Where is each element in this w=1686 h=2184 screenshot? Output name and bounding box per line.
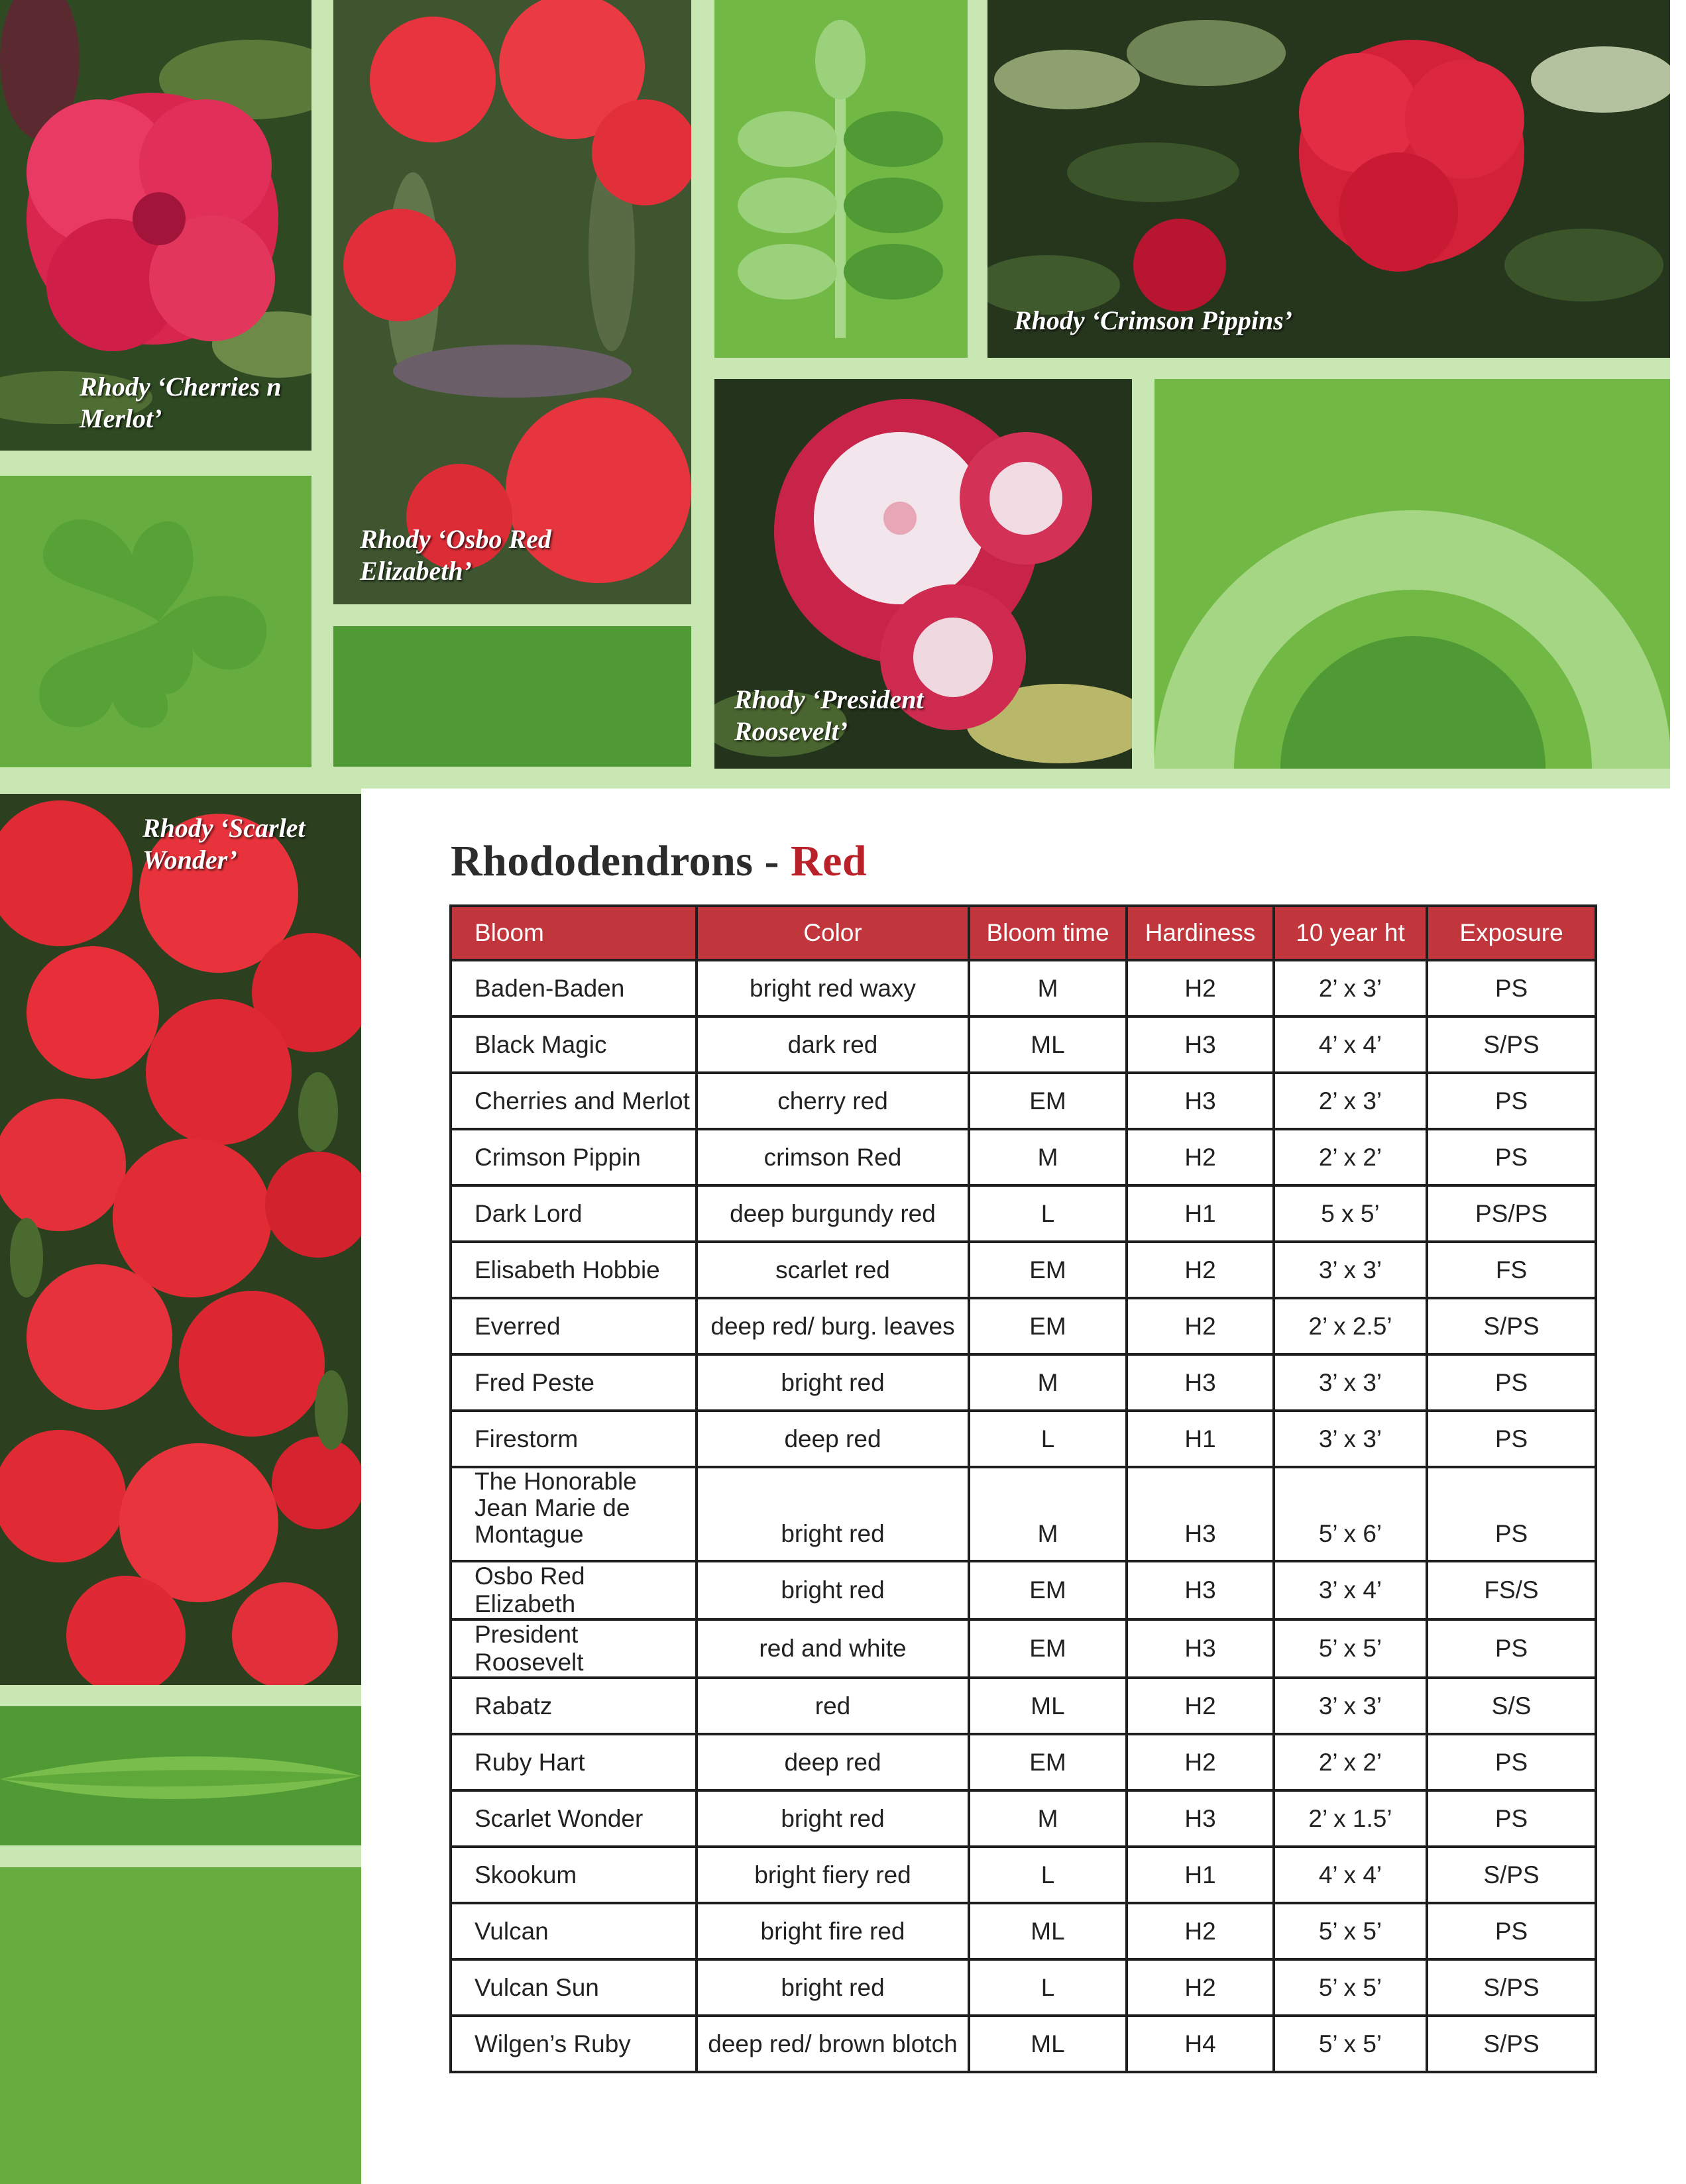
cell-exposure: PS/PS [1427, 1185, 1596, 1242]
cell-bloom: Fred Peste [451, 1354, 697, 1411]
cell-bloom-time: EM [969, 1073, 1127, 1129]
cell-color: bright red [697, 1561, 969, 1619]
cell-color: deep burgundy red [697, 1185, 969, 1242]
cell-bloom-time: ML [969, 1678, 1127, 1734]
header-color: Color [697, 906, 969, 960]
cell-hardiness: H3 [1127, 1790, 1274, 1847]
cell-exposure: PS [1427, 1903, 1596, 1959]
header-bloom-time: Bloom time [969, 906, 1127, 960]
cell-hardiness: H1 [1127, 1185, 1274, 1242]
cell-bloom-time: L [969, 1411, 1127, 1467]
table-row [451, 1619, 1596, 1678]
cell-color: red [697, 1678, 969, 1734]
cell-color: bright red [697, 1790, 969, 1847]
table-row [451, 1467, 1596, 1561]
cell-color: deep red [697, 1411, 969, 1467]
caption-osbo: Rhody ‘Osbo Red Elizabeth’ [360, 524, 551, 586]
arrow-decoration-icon [0, 1706, 361, 1845]
table-row [451, 1073, 1596, 1129]
cell-exposure: FS [1427, 1242, 1596, 1298]
photo-crimson-pippins [987, 0, 1670, 358]
header-bloom: Bloom [451, 906, 697, 960]
cell-ten-year-height: 5’ x 6’ [1274, 1467, 1427, 1561]
cell-ten-year-height: 3’ x 3’ [1274, 1411, 1427, 1467]
photo-cherries-n-merlot [0, 0, 311, 451]
cell-exposure: S/S [1427, 1678, 1596, 1734]
cell-bloom: Wilgen’s Ruby [451, 2016, 697, 2072]
cell-exposure: PS [1427, 1354, 1596, 1411]
green-arrow-panel [0, 1706, 361, 1845]
leaf-panel [714, 0, 968, 358]
cell-bloom-time: L [969, 1847, 1127, 1903]
cell-exposure: S/PS [1427, 1298, 1596, 1354]
table-row [451, 1903, 1596, 1959]
cell-ten-year-height: 2’ x 2’ [1274, 1734, 1427, 1790]
cell-bloom: The Honorable Jean Marie de Montague [451, 1467, 697, 1561]
header-hardiness: Hardiness [1127, 906, 1274, 960]
cell-bloom: Elisabeth Hobbie [451, 1242, 697, 1298]
table-row [451, 1847, 1596, 1903]
clover-panel [0, 476, 311, 767]
cell-bloom-time: EM [969, 1298, 1127, 1354]
cell-bloom-time: ML [969, 1903, 1127, 1959]
caption-scarlet: Rhody ‘Scarlet Wonder’ [142, 813, 306, 875]
cell-hardiness: H2 [1127, 1903, 1274, 1959]
table-row [451, 1734, 1596, 1790]
cell-exposure: PS [1427, 1129, 1596, 1185]
cell-bloom-time: ML [969, 2016, 1127, 2072]
cell-hardiness: H2 [1127, 1129, 1274, 1185]
header-exposure: Exposure [1427, 906, 1596, 960]
table-header-row [451, 906, 1596, 960]
cell-color: bright fire red [697, 1903, 969, 1959]
cell-bloom: Baden-Baden [451, 960, 697, 1016]
cell-ten-year-height: 5’ x 5’ [1274, 1959, 1427, 2016]
cell-bloom: Ruby Hart [451, 1734, 697, 1790]
cell-bloom-time: EM [969, 1734, 1127, 1790]
table-body [451, 960, 1596, 2072]
header-ten-year-height: 10 year ht [1274, 906, 1427, 960]
cell-bloom: Black Magic [451, 1016, 697, 1073]
cell-hardiness: H1 [1127, 1847, 1274, 1903]
cell-exposure: PS [1427, 1619, 1596, 1678]
caption-president: Rhody ‘President Roosevelt’ [734, 684, 924, 746]
cell-color: red and white [697, 1619, 969, 1678]
cell-ten-year-height: 2’ x 2’ [1274, 1129, 1427, 1185]
cell-ten-year-height: 2’ x 1.5’ [1274, 1790, 1427, 1847]
cell-exposure: PS [1427, 1790, 1596, 1847]
cell-bloom: Cherries and Merlot [451, 1073, 697, 1129]
cell-bloom-time: EM [969, 1561, 1127, 1619]
cell-hardiness: H2 [1127, 1734, 1274, 1790]
cell-hardiness: H3 [1127, 1561, 1274, 1619]
cell-exposure: S/PS [1427, 1959, 1596, 2016]
table-row [451, 2016, 1596, 2072]
cell-bloom-time: L [969, 1959, 1127, 2016]
cell-exposure: PS [1427, 1411, 1596, 1467]
cell-exposure: PS [1427, 1073, 1596, 1129]
table-row [451, 1959, 1596, 2016]
cell-color: bright fiery red [697, 1847, 969, 1903]
cell-bloom: Skookum [451, 1847, 697, 1903]
table-row [451, 1354, 1596, 1411]
cell-color: dark red [697, 1016, 969, 1073]
cell-ten-year-height: 5’ x 5’ [1274, 1619, 1427, 1678]
table-row [451, 1016, 1596, 1073]
title-main: Rhododendrons - [451, 837, 791, 885]
cell-hardiness: H4 [1127, 2016, 1274, 2072]
cell-ten-year-height: 5’ x 5’ [1274, 1903, 1427, 1959]
cell-bloom: Crimson Pippin [451, 1129, 697, 1185]
cell-hardiness: H2 [1127, 1678, 1274, 1734]
green-block-bottom [0, 1867, 361, 2184]
cell-ten-year-height: 2’ x 3’ [1274, 1073, 1427, 1129]
cell-color: deep red/ burg. leaves [697, 1298, 969, 1354]
cell-ten-year-height: 3’ x 3’ [1274, 1354, 1427, 1411]
cell-exposure: PS [1427, 1467, 1596, 1561]
cell-color: cherry red [697, 1073, 969, 1129]
table-row [451, 1561, 1596, 1619]
cell-exposure: FS/S [1427, 1561, 1596, 1619]
cell-color: bright red [697, 1467, 969, 1561]
cell-ten-year-height: 3’ x 3’ [1274, 1678, 1427, 1734]
cell-bloom: Everred [451, 1298, 697, 1354]
table-row [451, 1242, 1596, 1298]
cell-exposure: PS [1427, 960, 1596, 1016]
cell-hardiness: H2 [1127, 1959, 1274, 2016]
cell-ten-year-height: 2’ x 3’ [1274, 960, 1427, 1016]
caption-cherries: Rhody ‘Cherries n Merlot’ [80, 372, 282, 433]
cell-bloom: Osbo Red Elizabeth [451, 1561, 697, 1619]
cell-bloom-time: L [969, 1185, 1127, 1242]
title-accent: Red [790, 837, 868, 885]
cell-bloom-time: M [969, 1354, 1127, 1411]
cell-hardiness: H3 [1127, 1354, 1274, 1411]
cell-ten-year-height: 3’ x 3’ [1274, 1242, 1427, 1298]
cell-bloom-time: M [969, 960, 1127, 1016]
cell-color: crimson Red [697, 1129, 969, 1185]
cell-bloom-time: EM [969, 1242, 1127, 1298]
cell-ten-year-height: 4’ x 4’ [1274, 1016, 1427, 1073]
cell-ten-year-height: 5’ x 5’ [1274, 2016, 1427, 2072]
green-block-middle [333, 626, 691, 767]
cell-bloom: Rabatz [451, 1678, 697, 1734]
cell-hardiness: H2 [1127, 1298, 1274, 1354]
table-row [451, 1185, 1596, 1242]
cell-hardiness: H3 [1127, 1619, 1274, 1678]
cell-bloom-time: M [969, 1790, 1127, 1847]
scarlet-flower-image [0, 794, 361, 1685]
table-row [451, 960, 1596, 1016]
cell-bloom-time: EM [969, 1619, 1127, 1678]
table-row [451, 1129, 1596, 1185]
table-row [451, 1411, 1596, 1467]
cell-bloom: Vulcan Sun [451, 1959, 697, 2016]
leaf-branch-icon [714, 0, 968, 358]
cell-exposure: S/PS [1427, 1847, 1596, 1903]
cell-bloom: Firestorm [451, 1411, 697, 1467]
cell-color: bright red waxy [697, 960, 969, 1016]
cell-bloom-time: M [969, 1129, 1127, 1185]
cell-hardiness: H3 [1127, 1467, 1274, 1561]
clover-icon [0, 476, 311, 767]
caption-crimson: Rhody ‘Crimson Pippins’ [1014, 305, 1293, 335]
cell-hardiness: H1 [1127, 1411, 1274, 1467]
cell-color: scarlet red [697, 1242, 969, 1298]
cell-bloom: President Roosevelt [451, 1619, 697, 1678]
arc-panel [1154, 379, 1670, 769]
rhododendron-table [449, 904, 1597, 2073]
cell-ten-year-height: 4’ x 4’ [1274, 1847, 1427, 1903]
cell-ten-year-height: 2’ x 2.5’ [1274, 1298, 1427, 1354]
table-row [451, 1678, 1596, 1734]
table-row [451, 1790, 1596, 1847]
cell-bloom: Vulcan [451, 1903, 697, 1959]
cell-bloom-time: M [969, 1467, 1127, 1561]
cell-hardiness: H3 [1127, 1073, 1274, 1129]
table-row [451, 1298, 1596, 1354]
cell-hardiness: H2 [1127, 960, 1274, 1016]
cell-exposure: PS [1427, 1734, 1596, 1790]
arc-decoration-icon [1154, 379, 1670, 769]
photo-president-roosevelt [714, 379, 1132, 769]
osbo-flower-image [333, 0, 691, 604]
cell-hardiness: H2 [1127, 1242, 1274, 1298]
cell-exposure: S/PS [1427, 1016, 1596, 1073]
cell-bloom: Scarlet Wonder [451, 1790, 697, 1847]
photo-scarlet-wonder [0, 794, 361, 1685]
cell-ten-year-height: 5 x 5’ [1274, 1185, 1427, 1242]
cell-exposure: S/PS [1427, 2016, 1596, 2072]
cell-hardiness: H3 [1127, 1016, 1274, 1073]
crimson-flower-image [987, 0, 1670, 358]
cell-ten-year-height: 3’ x 4’ [1274, 1561, 1427, 1619]
cell-bloom: Dark Lord [451, 1185, 697, 1242]
photo-osbo-red-elizabeth [333, 0, 691, 604]
cell-color: deep red/ brown blotch [697, 2016, 969, 2072]
cell-color: bright red [697, 1959, 969, 2016]
cell-color: deep red [697, 1734, 969, 1790]
cell-color: bright red [697, 1354, 969, 1411]
page-title [451, 836, 867, 887]
cell-bloom-time: ML [969, 1016, 1127, 1073]
